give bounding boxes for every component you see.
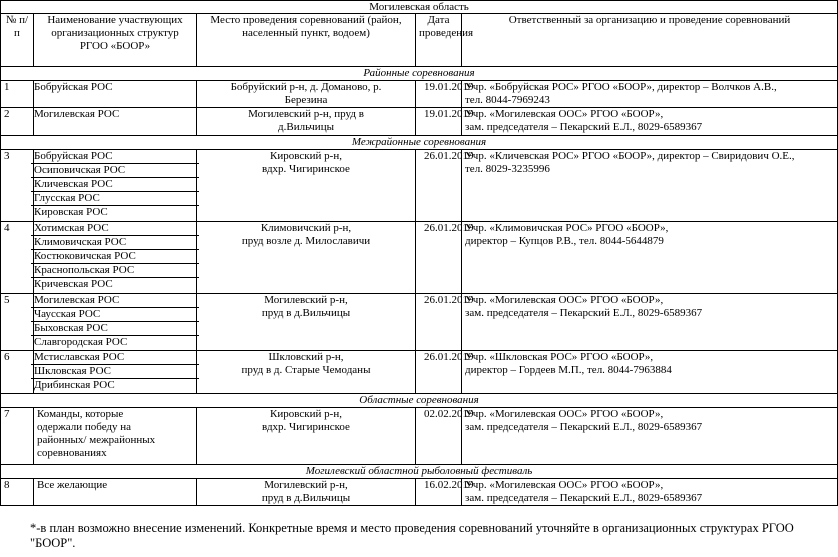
venue-line: пруд возле д. Милославичи	[241, 235, 371, 247]
event-date: 26.01.2019	[416, 150, 462, 222]
row-number: 8	[1, 479, 34, 506]
org-name: Осиповичская РОС	[31, 164, 199, 178]
venue-line: Могилевский р-н,	[264, 294, 348, 306]
responsible-line: Учр. «Могилевская ООС» РГОО «БООР»,	[465, 479, 664, 491]
responsible-line: Учр. «Бобруйская РОС» РГОО «БООР», директор – Волчков А.В.,	[465, 81, 777, 93]
org-name: Кричевская РОС	[34, 278, 113, 290]
header-place: Место проведения соревнований (район, населенный пункт, водоем)	[197, 14, 416, 67]
venue-line: вдхр. Чигиринское	[262, 421, 350, 433]
venue-line: Кировский р-н,	[270, 150, 342, 162]
participating-orgs-cell	[34, 408, 197, 465]
row-number: 5	[1, 294, 34, 351]
org-name: Краснопольская РОС	[31, 264, 199, 278]
responsible-line: директор – Гордеев М.П., тел. 8044-7963884	[465, 364, 672, 376]
header-date: Дата проведения	[416, 14, 462, 67]
table-row	[1, 408, 838, 465]
venue-line: пруд в д. Старые Чемоданы	[241, 364, 371, 376]
event-date: 02.02.2019	[416, 408, 462, 465]
event-date: 16.02.2019	[416, 479, 462, 506]
venue-cell	[197, 294, 416, 351]
responsible-line: Учр. «Могилевская ООС» РГОО «БООР»,	[465, 294, 664, 306]
org-line: Команды, которые	[37, 408, 124, 420]
region-title-row	[1, 1, 838, 14]
responsible-cell	[462, 150, 838, 222]
participating-orgs-cell	[34, 294, 197, 351]
section-title: Районные соревнования	[1, 67, 838, 81]
responsible-line: тел. 8029-3235996	[465, 163, 550, 175]
section-title: Межрайонные соревнования	[1, 136, 838, 150]
header-row	[1, 14, 838, 67]
venue-line: вдхр. Чигиринское	[262, 163, 350, 175]
row-number: 1	[1, 81, 34, 108]
responsible-line: Учр. «Климовичская РОС» РГОО «БООР»,	[465, 222, 669, 234]
row-number: 7	[1, 408, 34, 465]
table-row	[1, 479, 838, 506]
region-title: Могилевская область	[1, 1, 838, 14]
responsible-line: зам. председателя – Пекарский Е.Л., 8029-6589367	[465, 121, 703, 133]
venue-cell	[197, 150, 416, 222]
row-number: 4	[1, 222, 34, 294]
participating-orgs-cell	[34, 222, 197, 294]
responsible-line: зам. председателя – Пекарский Е.Л., 8029-6589367	[465, 307, 703, 319]
participating-orgs-cell	[34, 479, 197, 506]
venue-cell	[197, 81, 416, 108]
org-name: Быховская РОС	[31, 322, 199, 336]
venue-line: пруд в д.Вильчицы	[261, 492, 351, 504]
participating-orgs-cell	[34, 108, 197, 136]
responsible-cell	[462, 222, 838, 294]
venue-line: Могилевский р-н,	[264, 479, 348, 491]
participating-orgs-cell	[34, 81, 197, 108]
responsible-line: Учр. «Шкловская РОС» РГОО «БООР»,	[465, 351, 654, 363]
org-name: Славгородская РОС	[34, 336, 128, 348]
venue-line: Шкловский р-н,	[268, 351, 344, 363]
org-name: Кличевская РОС	[31, 178, 199, 192]
header-responsible: Ответственный за организацию и проведение соревнований	[462, 14, 838, 67]
org-name: Хотимская РОС	[31, 222, 199, 236]
row-number: 6	[1, 351, 34, 394]
event-date: 19.01.2019	[416, 108, 462, 136]
row-number: 2	[1, 108, 34, 136]
org-name: Кировская РОС	[34, 206, 108, 218]
responsible-cell	[462, 108, 838, 136]
responsible-line: директор – Купцов Р.В., тел. 8044-5644879	[465, 235, 664, 247]
section-title: Могилевский областной рыболовный фестиваль	[1, 465, 838, 479]
venue-line: д.Вильчицы	[278, 121, 334, 133]
org-name: Бобруйская РОС	[31, 150, 199, 164]
org-name: Дрибинская РОС	[34, 379, 115, 391]
venue-line: Бобруйский р-н, д. Доманово, р.	[230, 81, 382, 93]
org-line: Все желающие	[37, 479, 108, 491]
org-name: Глусская РОС	[31, 192, 199, 206]
section-header-row	[1, 394, 838, 408]
table-row	[1, 81, 838, 108]
section-header-row	[1, 465, 838, 479]
event-date: 26.01.2019	[416, 351, 462, 394]
event-date: 26.01.2019	[416, 222, 462, 294]
org-name: Шкловская РОС	[31, 365, 199, 379]
org-name: Мстиславская РОС	[31, 351, 199, 365]
venue-cell	[197, 351, 416, 394]
venue-line: Климовичский р-н,	[260, 222, 352, 234]
venue-line: Березина	[284, 94, 328, 106]
table-row	[1, 222, 838, 294]
responsible-line: Учр. «Могилевская ООС» РГОО «БООР»,	[465, 408, 664, 420]
org-name: Бобруйская РОС	[34, 81, 113, 93]
venue-cell	[197, 479, 416, 506]
org-name: Костюковичская РОС	[31, 250, 199, 264]
venue-line: пруд в д.Вильчицы	[261, 307, 351, 319]
venue-cell	[197, 408, 416, 465]
responsible-cell	[462, 408, 838, 465]
venue-line: Могилевский р-н, пруд в	[248, 108, 364, 120]
table-row	[1, 294, 838, 351]
event-date: 19.01.2019	[416, 81, 462, 108]
org-name: Климовичская РОС	[31, 236, 199, 250]
row-number: 3	[1, 150, 34, 222]
responsible-cell	[462, 81, 838, 108]
venue-line: Кировский р-н,	[270, 408, 342, 420]
venue-cell	[197, 108, 416, 136]
participating-orgs-cell	[34, 150, 197, 222]
header-orgs: Наименование участвующих организационных структур РГОО «БООР»	[34, 14, 197, 67]
participating-orgs-cell	[34, 351, 197, 394]
responsible-line: тел. 8044-7969243	[465, 94, 550, 106]
responsible-line: Учр. «Кличевская РОС» РГОО «БООР», директор – Свиридович О.Е.,	[465, 150, 795, 162]
venue-cell	[197, 222, 416, 294]
responsible-cell	[462, 479, 838, 506]
footnote: *-в план возможно внесение изменений. Конкретные время и место проведения соревнований уточняйте в организационных структурах РГОО "БООР".	[30, 521, 794, 550]
org-name: Чаусская РОС	[31, 308, 199, 322]
org-line: районных/ межрайонных	[37, 434, 156, 446]
table-row	[1, 108, 838, 136]
responsible-cell	[462, 294, 838, 351]
responsible-line: зам. председателя – Пекарский Е.Л., 8029-6589367	[465, 421, 703, 433]
responsible-line: зам. председателя – Пекарский Е.Л., 8029-6589367	[465, 492, 703, 504]
section-title: Областные соревнования	[1, 394, 838, 408]
section-header-row	[1, 67, 838, 81]
org-line: одержали победу на	[37, 421, 132, 433]
responsible-line: Учр. «Могилевская ООС» РГОО «БООР»,	[465, 108, 664, 120]
org-line: соревнованиях	[37, 447, 107, 459]
org-name: Могилевская РОС	[31, 294, 199, 308]
table-row	[1, 351, 838, 394]
table-row	[1, 150, 838, 222]
section-header-row	[1, 136, 838, 150]
header-num: № п/п	[1, 14, 34, 67]
responsible-cell	[462, 351, 838, 394]
event-date: 26.01.2019	[416, 294, 462, 351]
org-name: Могилевская РОС	[34, 108, 120, 120]
